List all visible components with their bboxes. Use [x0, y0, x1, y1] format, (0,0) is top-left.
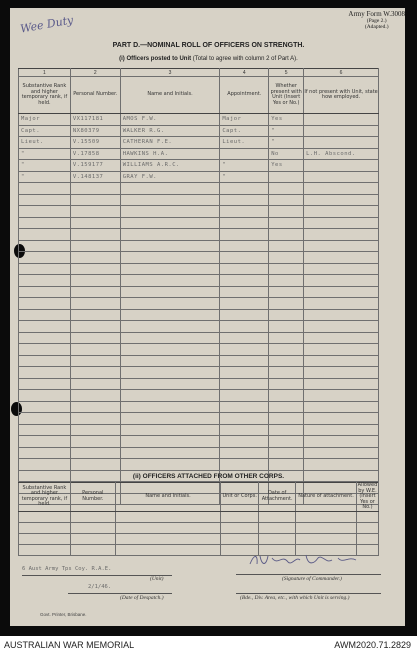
table-row: [19, 183, 379, 195]
table-cell: [115, 544, 221, 555]
table-cell: [120, 275, 220, 287]
table-cell: [19, 390, 71, 402]
table-row: [19, 378, 379, 390]
table-cell: [70, 321, 120, 333]
table-cell: WALKER R.G.: [120, 125, 220, 137]
table-cell: [120, 183, 220, 195]
column-header: Personal Number.: [70, 77, 120, 114]
table-cell: [220, 240, 269, 252]
table-cell: Lieut.: [19, 137, 71, 149]
table-cell: [269, 378, 304, 390]
table-cell: HAWKINS H.A.: [120, 148, 220, 160]
credit-right: AWM2020.71.2829: [334, 640, 411, 650]
table-cell: [120, 206, 220, 218]
table-cell: [269, 355, 304, 367]
table-cell: [70, 217, 120, 229]
table-cell: [269, 413, 304, 425]
table-cell: [19, 544, 71, 555]
table-cell: [220, 390, 269, 402]
section2-column-header: Name and Initials.: [115, 483, 221, 512]
table-cell: [120, 321, 220, 333]
handwritten-note: Wee Duty: [19, 13, 75, 36]
table-cell: [356, 533, 378, 544]
date-value: 2/1/46.: [88, 584, 112, 590]
table-cell: [120, 447, 220, 459]
table-cell: [304, 229, 379, 241]
section2-title: (ii) OFFICERS ATTACHED FROM OTHER CORPS.: [132, 473, 285, 480]
table-cell: [269, 286, 304, 298]
table-cell: [269, 447, 304, 459]
table-cell: [19, 229, 71, 241]
table-cell: [19, 309, 71, 321]
table-cell: [304, 424, 379, 436]
table-cell: [269, 240, 304, 252]
table-cell: [19, 263, 71, 275]
table-cell: [269, 436, 304, 448]
table-cell: [304, 378, 379, 390]
table-cell: Capt.: [220, 125, 269, 137]
table-cell: [19, 511, 71, 522]
table-cell: [220, 309, 269, 321]
table-cell: [70, 206, 120, 218]
table-cell: [269, 344, 304, 356]
table-cell: [304, 114, 379, 126]
table-cell: [269, 424, 304, 436]
table-cell: [70, 183, 120, 195]
table-cell: [120, 194, 220, 206]
table-cell: [304, 286, 379, 298]
table-cell: [269, 183, 304, 195]
table-row: [19, 413, 379, 425]
table-cell: [19, 355, 71, 367]
unit-value: 6 Aust Army Tps Coy. R.A.E.: [22, 566, 112, 572]
table-cell: [120, 298, 220, 310]
table-cell: [220, 148, 269, 160]
table-cell: [269, 298, 304, 310]
table-cell: [220, 355, 269, 367]
table-row: [19, 206, 379, 218]
table-cell: [269, 390, 304, 402]
section2-column-header: Unit or Corps.: [221, 483, 259, 512]
table-cell: [220, 252, 269, 264]
form-id-line1: Army Form W.3008: [348, 10, 405, 18]
table-cell: [70, 240, 120, 252]
signature-line: [236, 574, 381, 575]
signature-scribble: [248, 552, 358, 568]
attached-rows: [19, 511, 379, 555]
table-cell: [304, 401, 379, 413]
table-row: [19, 114, 379, 126]
table-cell: [70, 344, 120, 356]
column-header: Appointment.: [220, 77, 269, 114]
table-row: [19, 447, 379, 459]
table-cell: V.15509: [70, 137, 120, 149]
table-row: [19, 298, 379, 310]
table-cell: [19, 436, 71, 448]
table-cell: [356, 544, 378, 555]
table-cell: [19, 378, 71, 390]
table-cell: Capt.: [19, 125, 71, 137]
table-cell: [220, 263, 269, 275]
table-cell: [70, 424, 120, 436]
table-cell: ": [269, 125, 304, 137]
column-number: 1: [19, 69, 71, 77]
table-cell: [70, 309, 120, 321]
table-cell: [269, 229, 304, 241]
table-cell: [19, 459, 71, 471]
table-cell: ": [269, 137, 304, 149]
table-row: [19, 424, 379, 436]
table-cell: [19, 367, 71, 379]
table-cell: [259, 533, 296, 544]
printer-imprint: Govt. Printer, Brisbane.: [40, 612, 87, 617]
section2-header-row: [19, 483, 379, 512]
table-cell: [115, 533, 221, 544]
table-cell: [70, 355, 120, 367]
table-row: [19, 355, 379, 367]
form-id-line3: (Adapted.): [364, 24, 389, 30]
table-cell: [70, 275, 120, 287]
table-cell: No: [269, 148, 304, 160]
table-cell: [296, 533, 357, 544]
table-cell: [70, 436, 120, 448]
table-cell: [221, 533, 259, 544]
column-header: Name and Initials.: [120, 77, 220, 114]
table-cell: [221, 511, 259, 522]
table-cell: [19, 298, 71, 310]
table-cell: [269, 275, 304, 287]
table-row: [19, 321, 379, 333]
table-cell: [220, 217, 269, 229]
table-cell: ": [19, 171, 71, 183]
column-number: 6: [304, 69, 379, 77]
table-row: [19, 511, 379, 522]
table-cell: [220, 229, 269, 241]
table-cell: [19, 533, 71, 544]
column-header: Substantive Rank and higher temporary rank, if held.: [19, 77, 71, 114]
table-cell: V.148137: [70, 171, 120, 183]
table-cell: [19, 286, 71, 298]
section2-column-header: Substantive Rank and higher temporary rank, if held.: [19, 483, 71, 512]
table-cell: [259, 511, 296, 522]
table-row: [19, 344, 379, 356]
table-cell: [269, 171, 304, 183]
table-cell: [120, 217, 220, 229]
table-cell: [19, 413, 71, 425]
column-number: 3: [120, 69, 220, 77]
table-cell: [19, 217, 71, 229]
table-cell: [304, 206, 379, 218]
form-identifier: [348, 10, 405, 30]
table-cell: [304, 413, 379, 425]
table-row: [19, 137, 379, 149]
table-cell: [19, 183, 71, 195]
table-cell: [220, 298, 269, 310]
column-number-row: [19, 69, 379, 77]
column-header: Whether present with Unit (Insert Yes or No.): [269, 77, 304, 114]
table-cell: [220, 436, 269, 448]
table-row: [19, 390, 379, 402]
column-number: 2: [70, 69, 120, 77]
table-cell: [304, 263, 379, 275]
table-cell: [296, 522, 357, 533]
table-cell: ": [19, 160, 71, 172]
table-cell: [19, 447, 71, 459]
section1-label: [0, 56, 417, 62]
table-row: [19, 367, 379, 379]
table-cell: NX80379: [70, 125, 120, 137]
column-header: If not present with Unit, state how employed.: [304, 77, 379, 114]
table-cell: [120, 436, 220, 448]
table-row: [19, 148, 379, 160]
section2-column-header: Nature of attachment.: [296, 483, 357, 512]
table-cell: Major: [19, 114, 71, 126]
table-row: [19, 286, 379, 298]
table-cell: [269, 309, 304, 321]
table-cell: [70, 511, 115, 522]
table-cell: [70, 447, 120, 459]
section1-label-bold: (i) Officers posted to Unit: [119, 56, 192, 62]
table-row: [19, 171, 379, 183]
table-cell: [120, 332, 220, 344]
table-cell: [70, 252, 120, 264]
table-cell: [259, 522, 296, 533]
table-cell: [120, 263, 220, 275]
unit-caption: (Unit): [150, 576, 164, 582]
table-cell: [269, 194, 304, 206]
form-id-line2: (Page 2.): [366, 18, 387, 24]
table-cell: ": [220, 171, 269, 183]
table-cell: [304, 125, 379, 137]
table-cell: [19, 275, 71, 287]
table-cell: [269, 401, 304, 413]
table-cell: AMOS F.W.: [120, 114, 220, 126]
table-cell: CATHERAN F.E.: [120, 137, 220, 149]
table-cell: [221, 522, 259, 533]
table-row: [19, 275, 379, 287]
table-cell: [269, 321, 304, 333]
table-row: [19, 522, 379, 533]
table-cell: ": [220, 160, 269, 172]
table-cell: [19, 522, 71, 533]
area-caption: (Bde., Div. Area, etc., with which Unit is serving.): [240, 595, 350, 601]
table-cell: [304, 217, 379, 229]
page-title: PART D.—NOMINAL ROLL OF OFFICERS ON STRENGTH.: [112, 42, 305, 49]
table-cell: [120, 401, 220, 413]
table-cell: [70, 298, 120, 310]
table-cell: [220, 378, 269, 390]
table-cell: [356, 511, 378, 522]
area-line: [236, 593, 381, 594]
table-cell: [356, 522, 378, 533]
table-cell: [70, 263, 120, 275]
table-row: [19, 194, 379, 206]
table-cell: [220, 459, 269, 471]
column-number: 4: [220, 69, 269, 77]
table-cell: [115, 522, 221, 533]
table-cell: [304, 171, 379, 183]
table-cell: [120, 252, 220, 264]
table-cell: [304, 332, 379, 344]
table-cell: [296, 511, 357, 522]
table-row: [19, 160, 379, 172]
table-cell: [304, 194, 379, 206]
table-cell: L.H. Abscond.: [304, 148, 379, 160]
table-cell: Yes: [269, 160, 304, 172]
table-row: [19, 229, 379, 241]
table-cell: [269, 459, 304, 471]
table-row: [19, 125, 379, 137]
table-cell: [19, 206, 71, 218]
table-cell: Lieut.: [220, 137, 269, 149]
table-cell: [120, 390, 220, 402]
table-cell: [70, 413, 120, 425]
table-cell: [269, 252, 304, 264]
table-cell: [269, 263, 304, 275]
table-cell: [220, 401, 269, 413]
table-cell: GRAY F.W.: [120, 171, 220, 183]
table-cell: [120, 413, 220, 425]
section2-column-header: Allowed by W.E. (Insert Yes or No.): [357, 482, 378, 510]
table-cell: ": [19, 148, 71, 160]
table-cell: [304, 309, 379, 321]
table-cell: [70, 332, 120, 344]
table-cell: [70, 533, 115, 544]
table-row: [19, 263, 379, 275]
table-cell: [70, 367, 120, 379]
table-cell: [304, 355, 379, 367]
table-cell: [304, 137, 379, 149]
table-cell: [304, 252, 379, 264]
table-cell: [304, 390, 379, 402]
table-cell: [120, 355, 220, 367]
table-cell: [304, 183, 379, 195]
table-cell: [220, 286, 269, 298]
table-cell: V.17858: [70, 148, 120, 160]
table-cell: WILLIAMS A.R.C.: [120, 160, 220, 172]
table-cell: [220, 424, 269, 436]
table-cell: [304, 298, 379, 310]
table-cell: [120, 459, 220, 471]
table-cell: [220, 321, 269, 333]
table-cell: [220, 367, 269, 379]
table-cell: [220, 275, 269, 287]
table-row: [19, 533, 379, 544]
table-cell: [19, 401, 71, 413]
table-row: [19, 309, 379, 321]
attached-officers-table: [18, 482, 379, 556]
table-cell: [115, 511, 221, 522]
column-header-row: [19, 77, 379, 114]
table-cell: [19, 321, 71, 333]
table-cell: [70, 229, 120, 241]
table-cell: [19, 240, 71, 252]
commander-signature: [248, 552, 358, 571]
table-cell: [220, 183, 269, 195]
table-cell: [70, 401, 120, 413]
table-cell: [220, 194, 269, 206]
table-cell: [220, 447, 269, 459]
table-cell: [304, 344, 379, 356]
table-cell: [269, 367, 304, 379]
signature-caption: (Signature of Commander.): [282, 576, 342, 582]
section2-column-header: Date of Attachment.: [259, 483, 296, 512]
table-cell: [269, 206, 304, 218]
table-cell: [120, 424, 220, 436]
table-cell: [269, 217, 304, 229]
table-cell: [19, 424, 71, 436]
table-row: [19, 459, 379, 471]
table-cell: [70, 544, 115, 555]
table-cell: [19, 332, 71, 344]
table-cell: [304, 275, 379, 287]
table-cell: [220, 413, 269, 425]
table-cell: [120, 229, 220, 241]
table-cell: [19, 194, 71, 206]
table-cell: [220, 344, 269, 356]
table-row: [19, 240, 379, 252]
officers-rows: [19, 114, 379, 505]
table-cell: [304, 459, 379, 471]
table-row: [19, 332, 379, 344]
table-cell: [120, 344, 220, 356]
table-cell: [120, 378, 220, 390]
table-row: [19, 436, 379, 448]
table-cell: [70, 390, 120, 402]
date-caption: (Date of Despatch.): [120, 595, 164, 601]
credit-left: AUSTRALIAN WAR MEMORIAL: [4, 640, 135, 650]
table-cell: [220, 206, 269, 218]
table-cell: [304, 447, 379, 459]
table-cell: [70, 194, 120, 206]
table-row: [19, 217, 379, 229]
table-cell: [19, 252, 71, 264]
section2-column-header: Personal Number.: [70, 483, 115, 512]
table-cell: [120, 240, 220, 252]
date-line: [68, 593, 172, 594]
table-cell: [70, 522, 115, 533]
column-number: 5: [269, 69, 304, 77]
table-cell: Major: [220, 114, 269, 126]
table-cell: [220, 332, 269, 344]
table-cell: [70, 459, 120, 471]
table-cell: [70, 286, 120, 298]
table-cell: VX117181: [70, 114, 120, 126]
table-cell: [120, 309, 220, 321]
officers-posted-table: [18, 68, 379, 505]
table-cell: [304, 160, 379, 172]
table-cell: [19, 344, 71, 356]
table-cell: [304, 436, 379, 448]
table-cell: [70, 378, 120, 390]
table-cell: [120, 367, 220, 379]
table-cell: [304, 240, 379, 252]
table-cell: [304, 321, 379, 333]
table-cell: Yes: [269, 114, 304, 126]
table-row: [19, 401, 379, 413]
section1-label-rest: (Total to agree with column 2 of Part A).: [192, 56, 298, 62]
table-cell: [269, 332, 304, 344]
table-cell: V.159177: [70, 160, 120, 172]
table-row: [19, 252, 379, 264]
table-cell: [304, 367, 379, 379]
table-cell: [120, 286, 220, 298]
